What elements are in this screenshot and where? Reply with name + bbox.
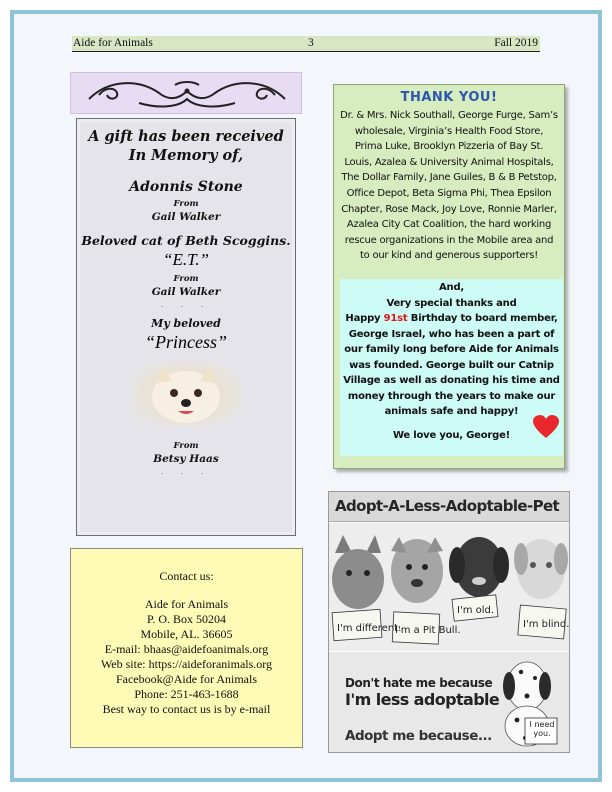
from-label: From — [173, 274, 199, 284]
contact-title: Contact us: — [159, 569, 214, 583]
sign-text-blind: I'm blind. — [523, 619, 570, 630]
giver-name: Betsy Haas — [153, 453, 219, 465]
contact-phone: Phone: 251-463-1688 — [134, 687, 239, 701]
birthday-text-start: Happy — [345, 313, 384, 324]
header-publisher: Aide for Animals — [73, 37, 153, 49]
pet-name: “Princess” — [144, 332, 227, 352]
contact-po-box: P. O. Box 50204 — [146, 612, 226, 626]
thank-you-list: Dr. & Mrs. Nick Southall, George Furge, Sam’s wholesale, Virginia’s Health Food Store, Prima Luke, Brooklyn Pizzeria of Bay St. Louis, Azalea & University Animal Hospitals, The Dollar Family, Jane Guiles, B & B Petstop, Office Depot, Beta Sigma Phi, Thea Epsilon Chapter, Rose Mack, Joy Love, Ronnie Marler, Azalea City Cat Coalition, the hard working rescue organizations in the Mobile area and to our kind and generous supporters! — [340, 110, 558, 262]
from-label: From — [173, 199, 199, 209]
contact-facebook: Facebook@Aide for Animals — [115, 672, 258, 686]
special-thanks-line: Very special thanks and — [386, 297, 517, 309]
page-header — [72, 36, 540, 52]
header-issue: Fall 2019 — [494, 37, 538, 49]
contact-city: Mobile, AL. 36605 — [140, 627, 233, 641]
sign-text-different: I'm different. — [337, 623, 402, 634]
birthday-text-rest: Birthday to board member, George Israel, who has been a part of our family long before Aide for Animals was founded. George built our Catnip Village as well as donating his time and money through the years to make our animals safe and happy! — [343, 313, 560, 417]
thank-you-title: THANK YOU! — [400, 90, 498, 105]
pet-name: “E.T.” — [163, 250, 209, 269]
pitbull-figure — [391, 537, 443, 603]
heart-icon — [533, 415, 559, 439]
memorial-name: Beloved cat of Beth Scoggins. — [81, 233, 291, 248]
and-line: And, — [438, 282, 464, 293]
slogan-line-1: Don't hate me because — [345, 676, 493, 690]
memorial-name: My beloved — [151, 317, 221, 330]
memorial-card — [70, 72, 302, 540]
animals-with-signs-illustration — [329, 523, 570, 651]
birthday-message — [340, 279, 563, 456]
thank-you-box — [333, 84, 565, 469]
memorial-heading: A gift has been received — [88, 128, 284, 145]
giver-name: Gail Walker — [151, 211, 221, 223]
sign-text-pit-bull: I'm a Pit Bull. — [395, 625, 461, 636]
poster-title: Adopt-A-Less-Adoptable-Pet — [329, 492, 569, 522]
birthday-paragraph — [340, 311, 563, 420]
contact-note: Best way to contact us is by e-mail — [102, 702, 271, 716]
giver-name: Gail Walker — [151, 286, 221, 298]
separator-dots: . . . — [161, 300, 211, 309]
slogan-line-2: I'm less adoptable — [345, 690, 500, 709]
memorial-list — [76, 118, 296, 536]
from-label: From — [173, 441, 199, 451]
scroll-ornament-banner — [70, 72, 302, 114]
poster-slogan-area — [329, 652, 570, 753]
adopt-poster — [328, 491, 570, 753]
slogan-line-3: Adopt me because... — [345, 728, 492, 744]
header-page-number: 3 — [308, 37, 314, 49]
flourish-ornament-icon — [79, 77, 295, 111]
memorial-name: Adonnis Stone — [129, 179, 243, 195]
love-line: We love you, George! — [392, 429, 511, 441]
dog-photo — [130, 361, 242, 427]
contact-box — [70, 548, 303, 748]
contact-org: Aide for Animals — [144, 597, 229, 611]
contact-website[interactable]: Web site: https://aideforanimals.org — [100, 657, 273, 671]
birthday-age: 91st — [383, 313, 408, 324]
contact-email[interactable]: E-mail: bhaas@aidefoanimals.org — [104, 642, 269, 656]
separator-dots: . . . — [161, 467, 211, 476]
need-you-text: I need you. — [529, 720, 555, 738]
memorial-subheading: In Memory of, — [128, 147, 244, 164]
sign-text-old: I'm old. — [457, 605, 495, 616]
